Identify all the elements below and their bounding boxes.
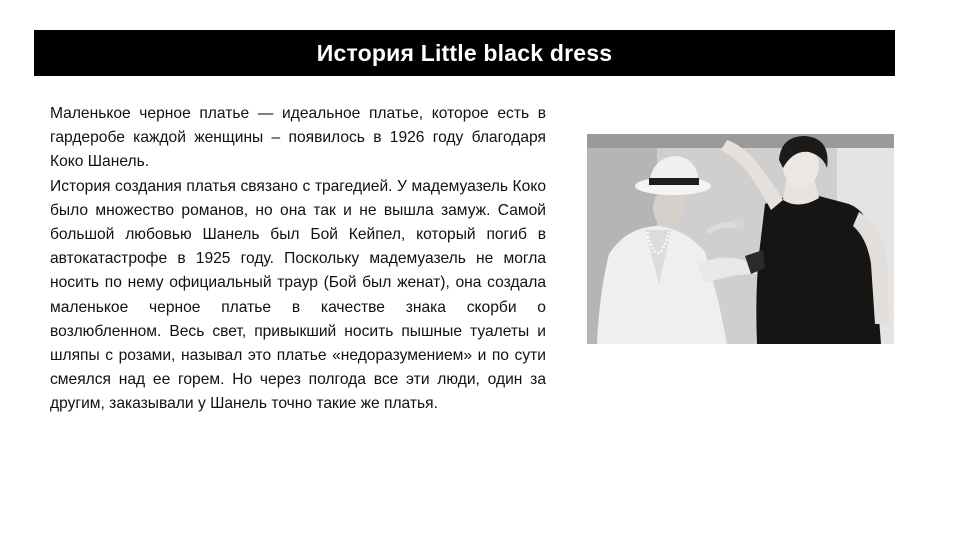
title-bar (34, 30, 895, 76)
paragraph-intro: Маленькое черное платье — идеальное платье, которое есть в гардеробе каждой женщины – появилось в 1926 году благодаря Коко Шанель. (50, 105, 546, 171)
slide-title: История Little black dress (316, 39, 613, 66)
paragraph-history: История создания платья связано с трагедией. У мадемуазель Коко было множество романов, но она так и не вышла замуж. Самой большой любовью Шанель был Бой Кейпел, который погиб в автокатастрофе в 1925 году. Поскольку мадемуазель не могла носить по нему официальный траур (Бой был женат), она создала маленькое черное платье в качестве знака скорби о возлюбленном. Весь свет, привыкший носить пышные туалеты и шляпы с розами, называл это платье «недоразумением» и по сути смеялся над ее горем. Но через полгода все эти люди, один за другим, заказывали у Шанель точно такие же платья. (50, 177, 546, 413)
body-text (50, 102, 546, 417)
chanel-fitting-photo (587, 134, 894, 344)
photo-illustration (587, 134, 894, 344)
